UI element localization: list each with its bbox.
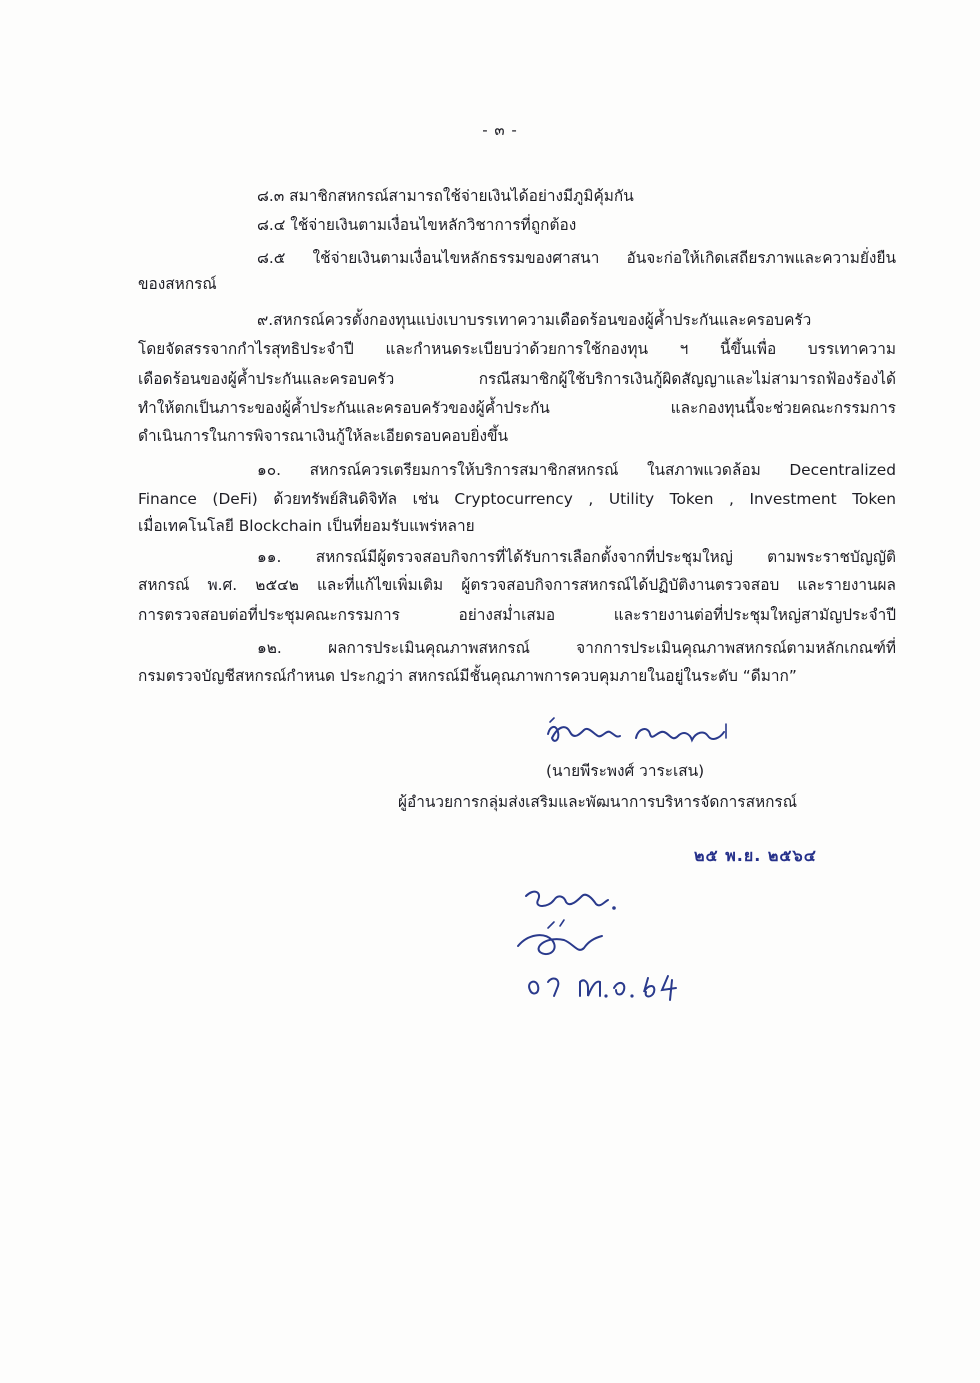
item-10-line-3: เมื่อเทคโนโลยี Blockchain เป็นที่ยอมรับแพร่หลาย	[138, 517, 475, 535]
item-12-line-2: กรมตรวจบัญชีสหกรณ์กำหนด ประกฎว่า สหกรณ์มีชั้นคุณภาพการควบคุมภายในอยู่ในระดับ “ดีมาก”	[138, 667, 797, 685]
item-11: ๑๑. สหกรณ์มีผู้ตรวจสอบกิจการที่ได้รับการเลือกตั้งจากที่ประชุมใหญ่ ตามพระราชบัญญัติ	[257, 548, 896, 566]
item-9-line-4: ทำให้ตกเป็นภาระของผู้ค้ำประกันและครอบครัวของผู้ค้ำประกัน และกองทุนนี้จะช่วยคณะกรรมการ	[138, 399, 896, 417]
item-8-5-continued: ของสหกรณ์	[138, 275, 217, 293]
handwritten-note	[508, 878, 708, 1013]
item-12: ๑๒. ผลการประเมินคุณภาพสหกรณ์ จากการประเมินคุณภาพสหกรณ์ตามหลักเกณฑ์ที่	[257, 639, 896, 657]
item-10: ๑๐. สหกรณ์ควรเตรียมการให้บริการสมาชิกสหกรณ์ ในสภาพแวดล้อม Decentralized	[257, 461, 896, 479]
item-10-line-2: Finance (DeFi) ด้วยทรัพย์สินดิจิทัล เช่น Cryptocurrency , Utility Token , Investment Token	[138, 490, 896, 508]
item-11-line-3: การตรวจสอบต่อที่ประชุมคณะกรรมการ อย่างสม่ำเสมอ และรายงานต่อที่ประชุมใหญ่สามัญประจำปี	[138, 606, 896, 624]
item-9: ๙.สหกรณ์ควรตั้งกองทุนแบ่งเบาบรรเทาความเดือดร้อนของผู้ค้ำประกันและครอบครัว	[257, 311, 812, 329]
item-9-line-3: เดือดร้อนของผู้ค้ำประกันและครอบครัว กรณีสมาชิกผู้ใช้บริการเงินกู้ผิดสัญญาและไม่สามารถฟ้องร้องได้	[138, 370, 896, 388]
item-11-line-2: สหกรณ์ พ.ศ. ๒๕๔๒ และที่แก้ไขเพิ่มเติม ผู้ตรวจสอบกิจการสหกรณ์ได้ปฏิบัติงานตรวจสอบ และรายงานผล	[138, 576, 896, 594]
signer-title: ผู้อำนวยการกลุ่มส่งเสริมและพัฒนาการบริหารจัดการสหกรณ์	[398, 793, 797, 811]
signer-name: (นายพีระพงศ์ วาระเสน)	[546, 762, 705, 780]
item-8-4: ๘.๔ ใช้จ่ายเงินตามเงื่อนไขหลักวิชาการที่ถูกต้อง	[257, 216, 577, 234]
handwritten-signature	[540, 712, 740, 756]
date-stamp: ๒๕ พ.ย. ๒๕๖๔	[694, 846, 817, 865]
item-9-line-5: ดำเนินการในการพิจารณาเงินกู้ให้ละเอียดรอบคอบยิ่งขึ้น	[138, 427, 509, 445]
item-9-line-2: โดยจัดสรรจากกำไรสุทธิประจำปี และกำหนดระเบียบว่าด้วยการใช้กองทุน ฯ นี้ขึ้นเพื่อ บรรเทาความ	[138, 340, 896, 358]
item-8-3: ๘.๓ สมาชิกสหกรณ์สามารถใช้จ่ายเงินได้อย่างมีภูมิคุ้มกัน	[257, 187, 634, 205]
item-8-5: ๘.๕ ใช้จ่ายเงินตามเงื่อนไขหลักธรรมของศาสนา อันจะก่อให้เกิดเสถียรภาพและความยั่งยืน	[257, 249, 896, 267]
page-number: - ๓ -	[482, 121, 518, 139]
